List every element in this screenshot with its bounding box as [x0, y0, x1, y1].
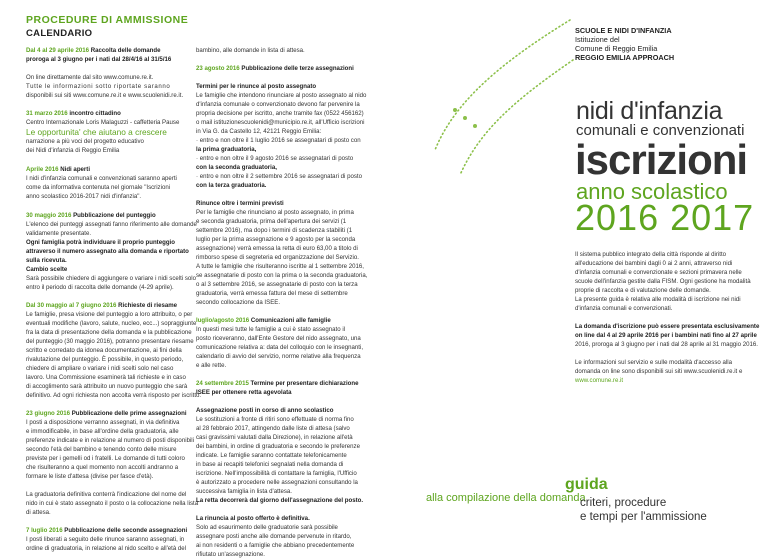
text-line: · entro e non oltre il 1 luglio 2016 se assegnatari di posto con — [196, 137, 361, 144]
text-line: successiva famiglia in lista d'attesa. — [196, 488, 292, 495]
text-line: in base ai recapiti telefonici segnalati nella domanda di — [196, 461, 344, 468]
text-line: posto riceveranno, dall'Ente Gestore del nido assegnato, una — [196, 335, 361, 342]
text-line: Le informazioni sul servizio e sulle modalità d'accesso alla — [575, 359, 732, 366]
section-title: PROCEDURE DI AMMISSIONE — [26, 14, 189, 26]
text-line: lavoro. Una Commissione esaminerà tali richieste e in caso — [26, 374, 186, 381]
text-line: disponibili sui siti www.comune.re.it e www.scuolenidi.re.it. — [26, 92, 184, 99]
subheading: La rinuncia al posto offerto è definitiva. — [196, 515, 310, 522]
text-line: formare le liste d'attesa (divise per fasce d'età). — [26, 473, 154, 480]
text-line: I posti a disposizione verranno assegnati, in via definitiva — [26, 419, 180, 426]
text-line: al 28 febbraio 2017, attingendo dalle liste di attesa (salvo — [196, 425, 350, 432]
opportunita-heading: Le opportunita' che aiutano a crescere — [26, 127, 167, 137]
text-line: se assegnatarie di posto con la prima o la seconda graduatoria, — [196, 272, 368, 279]
event: Richieste di riesame — [116, 302, 178, 309]
info-block — [575, 250, 760, 385]
text-line: In questi mesi tutte le famiglie a cui è stato assegnato il — [196, 326, 346, 333]
text-line: secondo l'età del bambino e tenendo conto delle misure — [26, 446, 177, 453]
org-line: REGGIO EMILIA APPROACH — [575, 53, 675, 62]
title-anno: anno scolastico — [576, 179, 728, 204]
text-line: 2016, proroga al 3 giugno per i nati dal 28 aprile al 31 maggio 2016. — [575, 341, 758, 348]
date: 7 luglio 2016 — [26, 527, 63, 534]
text-line: settembre 2016), ma dopo i termini di scadenza stabiliti (1 — [196, 227, 353, 234]
criteri-block — [580, 496, 707, 524]
subheading: Rinunce oltre i termini previsti — [196, 200, 284, 207]
text-line: all'educazione dei bambini dagli 0 ai 2 anni, attraverso nidi — [575, 260, 733, 267]
org-line: Istituzione del — [575, 35, 620, 44]
guida-title: guida — [565, 476, 608, 493]
text-line: di attesa. — [26, 509, 51, 516]
text-line: proprie di raccolta e di valutazione delle domande. — [575, 287, 711, 294]
text-line: ai non residenti o a famiglie che abbiano precedentemente — [196, 542, 355, 549]
text-line: Il sistema pubblico integrato della città risponde al diritto — [575, 251, 727, 258]
text-line: d'infanzia comunali e convenzionati. — [575, 305, 673, 312]
subheading: Cambio scelte — [26, 266, 68, 273]
title-nidi: nidi d'infanzia — [576, 97, 723, 125]
event: Pubblicazione delle prime assegnazioni — [70, 410, 187, 417]
text-line: · entro e non oltre il 2 settembre 2016 se assegnatari di posto — [196, 173, 362, 180]
event: Pubblicazione delle seconde assegnazioni — [62, 527, 188, 534]
text-line: bambino, alle domande in lista di attesa. — [196, 47, 305, 54]
text-line: dei bambini, in ordine di graduatoria e secondo le preferenze — [196, 443, 360, 450]
text-line: in Via G. da Castello 12, 42121 Reggio Emilia: — [196, 128, 322, 135]
date: 24 settembre 2015 — [196, 380, 249, 387]
text-line: assegnare posti anche alle domande pervenute in ritardo, — [196, 533, 352, 540]
text-line: scuole dell'infanzia gestite dalla FISM. Ogni gestione ha modalità — [575, 278, 751, 285]
text-line: del punteggio (30 maggio 2016), potranno presentare riesame — [26, 338, 194, 345]
website-link[interactable]: www.comune.re.it — [575, 377, 624, 384]
text-line: attraverso il numero assegnato alla domanda e riportato — [26, 248, 189, 255]
text-line: fra la data di presentazione della domanda e la pubblicazione — [26, 329, 192, 336]
text-line: Sarà possibile chiedere di aggiungere o variare i nidi scelti solo — [26, 275, 197, 282]
text-line: anno scolastico 2016-2017 nidi d'infanzia". — [26, 193, 142, 200]
text-line: previste per i gemelli od i fratelli. Le domande di tutti coloro — [26, 455, 185, 462]
text-line: Centro Internazionale Loris Malaguzzi - caffetteria Pause — [26, 119, 180, 126]
text-line: eventuali modifiche (lavoro, salute, nucleo, ecc...) sopraggiunte — [26, 320, 197, 327]
text-line: ordine di graduatoria, in relazione al nido scelto e all'età del — [26, 545, 187, 552]
date: Dal 30 maggio al 7 giugno 2016 — [26, 302, 117, 309]
text-line: la prima graduatoria, — [196, 146, 257, 153]
text-line: validamente presentate. — [26, 230, 92, 237]
text-line: rivalutazione del punteggio. È possibile, in questo periodo, — [26, 356, 184, 363]
text-line: scritto e corredato da idonea documentazione, ai fini della — [26, 347, 182, 354]
text-line: I nidi d'infanzia comunali e convenzionati saranno aperti — [26, 175, 177, 182]
text-line: luglio per la prima assegnazione e 9 agosto per la seconda — [196, 236, 356, 243]
text-line: o al 3 settembre 2016, se assegnatarie di posto con la terza — [196, 281, 358, 288]
text-line: calendario di avvio del servizio, norme relative alla frequenza — [196, 353, 361, 360]
text-line: di accoglimento sarà attribuito un nuovo punteggio che sarà — [26, 383, 188, 390]
text-line: casi gravissimi valutati dalla Direzione), in relazione all'età — [196, 434, 353, 441]
date: 23 giugno 2016 — [26, 410, 71, 417]
text-line: I posti liberati a seguito delle rinunce saranno assegnati, in — [26, 536, 185, 543]
text-line: propria decisione per iscritto, anche tramite fax (0522 456162) — [196, 110, 364, 117]
text-line: On line direttamente dal sito www.comune.re.it. — [26, 74, 154, 81]
date: 23 agosto 2016 — [196, 65, 240, 72]
text-line: rimborso spese di segreteria ed organizzazione del Servizio. — [196, 254, 359, 261]
text-line: e seconda graduatoria, prima dell'apertura dei servizi (1 — [196, 218, 347, 225]
org-line: Comune di Reggio Emilia — [575, 44, 658, 53]
text-line: Tutte le informazioni sotto riportate saranno — [26, 83, 171, 90]
text-line: rifiutato un'assegnazione. — [196, 551, 265, 558]
section-subtitle: CALENDARIO — [26, 28, 93, 39]
column-2 — [196, 46, 396, 559]
text-line: o mail istituzionescuolenidi@municipio.re.it, all'Ufficio iscrizioni — [196, 119, 365, 126]
text-line: è autorizzato a procedere nelle assegnazioni consultando la — [196, 479, 358, 486]
date: 30 maggio 2016 — [26, 212, 72, 219]
event-detail: proroga al 3 giugno per i nati dal 28/4/16 al 31/5/16 — [26, 56, 172, 63]
event: Comunicazioni alle famiglie — [249, 317, 331, 324]
text-line: comunicazione relativa a: data del colloquio con le insegnanti, — [196, 344, 364, 351]
text-line: · entro e non oltre il 9 agosto 2016 se assegnatari di posto — [196, 155, 354, 162]
date: Aprile 2016 — [26, 166, 59, 173]
text-line: e alle rette. — [196, 362, 227, 369]
text-line: A tutte le famiglie che risulteranno iscritte al 1 settembre 2016, — [196, 263, 365, 270]
text-line: Le famiglie che intendono rinunciare al posto assegnato al nido — [196, 92, 367, 99]
title-year: 2016 2017 — [575, 197, 755, 238]
date: luglio/agosto 2016 — [196, 317, 250, 324]
event: incontro cittadino — [67, 110, 121, 117]
text-line: come da informativa contenuta nel giornale "Iscrizioni — [26, 184, 171, 191]
text-line: preferenze indicate e in relazione al numero di posti disponibili — [26, 437, 195, 444]
text-line: La graduatoria definitiva conterrà l'indicazione del nome del — [26, 491, 187, 498]
text-line: d'infanzia comunali e convenzionate e sezioni primavera nelle — [575, 269, 742, 276]
decorative-dotted-graphic — [395, 0, 575, 543]
text-line: assegnazione) verrà emessa la retta di euro 63,00 a titolo di — [196, 245, 358, 252]
text-line: on line dal 4 al 29 aprile 2016 per i bambini nati fino al 27 aprile — [575, 332, 757, 339]
text-line: con la seconda graduatoria, — [196, 164, 277, 171]
text-line: chiedere di ampliare o variare i nidi scelti solo nel caso — [26, 365, 174, 372]
text-line: Per le famiglie che rinunciano al posto assegnato, in prima — [196, 209, 354, 216]
text-line: L'elenco dei punteggi assegnati fanno riferimento alle domande — [26, 221, 197, 228]
text-line: narrazione a più voci del progetto educativo — [26, 138, 144, 145]
event: Raccolta delle domande — [89, 47, 161, 54]
subheading: Assegnazione posti in corso di anno scolastico — [196, 407, 334, 414]
text-line: nido in cui è stato assegnato il posto o la collocazione nella lista — [26, 500, 199, 507]
title-comunali: comunali e convenzionati — [576, 122, 745, 139]
criteri-line: criteri, procedure — [580, 497, 667, 509]
event: Nidi aperti — [58, 166, 91, 173]
text-line: Le sostituzioni a fronte di ritiri sono effettuate di norma fino — [196, 416, 354, 423]
event: Pubblicazione delle terze assegnazioni — [239, 65, 354, 72]
text-line: La retta decorrerà dal giorno dell'assegnazione del posto. — [196, 497, 364, 504]
text-line: e immodificabile, in base all'ordine della graduatoria, alle — [26, 428, 179, 435]
text-line: La domanda d'iscrizione può essere presentata esclusivamente — [575, 323, 760, 330]
text-line: Ogni famiglia potrà individuare il proprio punteggio — [26, 239, 175, 246]
text-line: indicate. Le famiglie saranno contattate telefonicamente — [196, 452, 347, 459]
text-line: Solo ad esaurimento delle graduatorie sarà possibile — [196, 524, 338, 531]
org-name: SCUOLE E NIDI D'INFANZIA — [575, 26, 672, 35]
event: Termine per presentare dichiarazione — [248, 380, 359, 387]
text-line: d'infanzia comunale o convenzionato devono far pervenire la — [196, 101, 360, 108]
column-1 — [26, 14, 270, 39]
text-line: secondo collocazione da ISEE. — [196, 299, 281, 306]
text-line: ISEE per ottenere retta agevolata — [196, 389, 292, 396]
text-line: graduatoria, verrà emessa fattura del mese di settembre — [196, 290, 348, 297]
text-line: entro il periodo di raccolta delle domande (4-29 aprile). — [26, 284, 174, 291]
subheading: Termini per le rinunce al posto assegnato — [196, 83, 317, 90]
text-line: La presente guida è relativa alle modalità di iscrizione nei nidi — [575, 296, 741, 303]
text-line: domanda on line sono disponibili sui siti www.scuolenidi.re.it e — [575, 368, 743, 375]
title-iscrizioni: iscrizioni — [575, 136, 748, 183]
text-line: sulla ricevuta. — [26, 257, 67, 264]
text-line: iscrizione. Nell'impossibilità di contattare la famiglia, l'Ufficio — [196, 470, 357, 477]
text-line: dei Nidi d'infanzia di Reggio Emilia — [26, 147, 120, 154]
guida-subtitle: alla compilazione della domanda — [426, 492, 586, 504]
text-line: definitivo. Ad ogni richiesta non accolta verrà risposto per iscritto. — [26, 392, 202, 399]
event: Pubblicazione del punteggio — [71, 212, 156, 219]
date: Dal 4 al 29 aprile 2016 — [26, 47, 90, 54]
date: 31 marzo 2016 — [26, 110, 68, 117]
text-line: con la terza graduatoria. — [196, 182, 267, 189]
criteri-line: e tempi per l'ammissione — [580, 511, 707, 523]
text-line: Le famiglie, presa visione del punteggio a loro attribuito, o per — [26, 311, 193, 318]
text-line: che risulteranno a quel momento non accolti andranno a — [26, 464, 179, 471]
organization-logo — [575, 26, 715, 62]
